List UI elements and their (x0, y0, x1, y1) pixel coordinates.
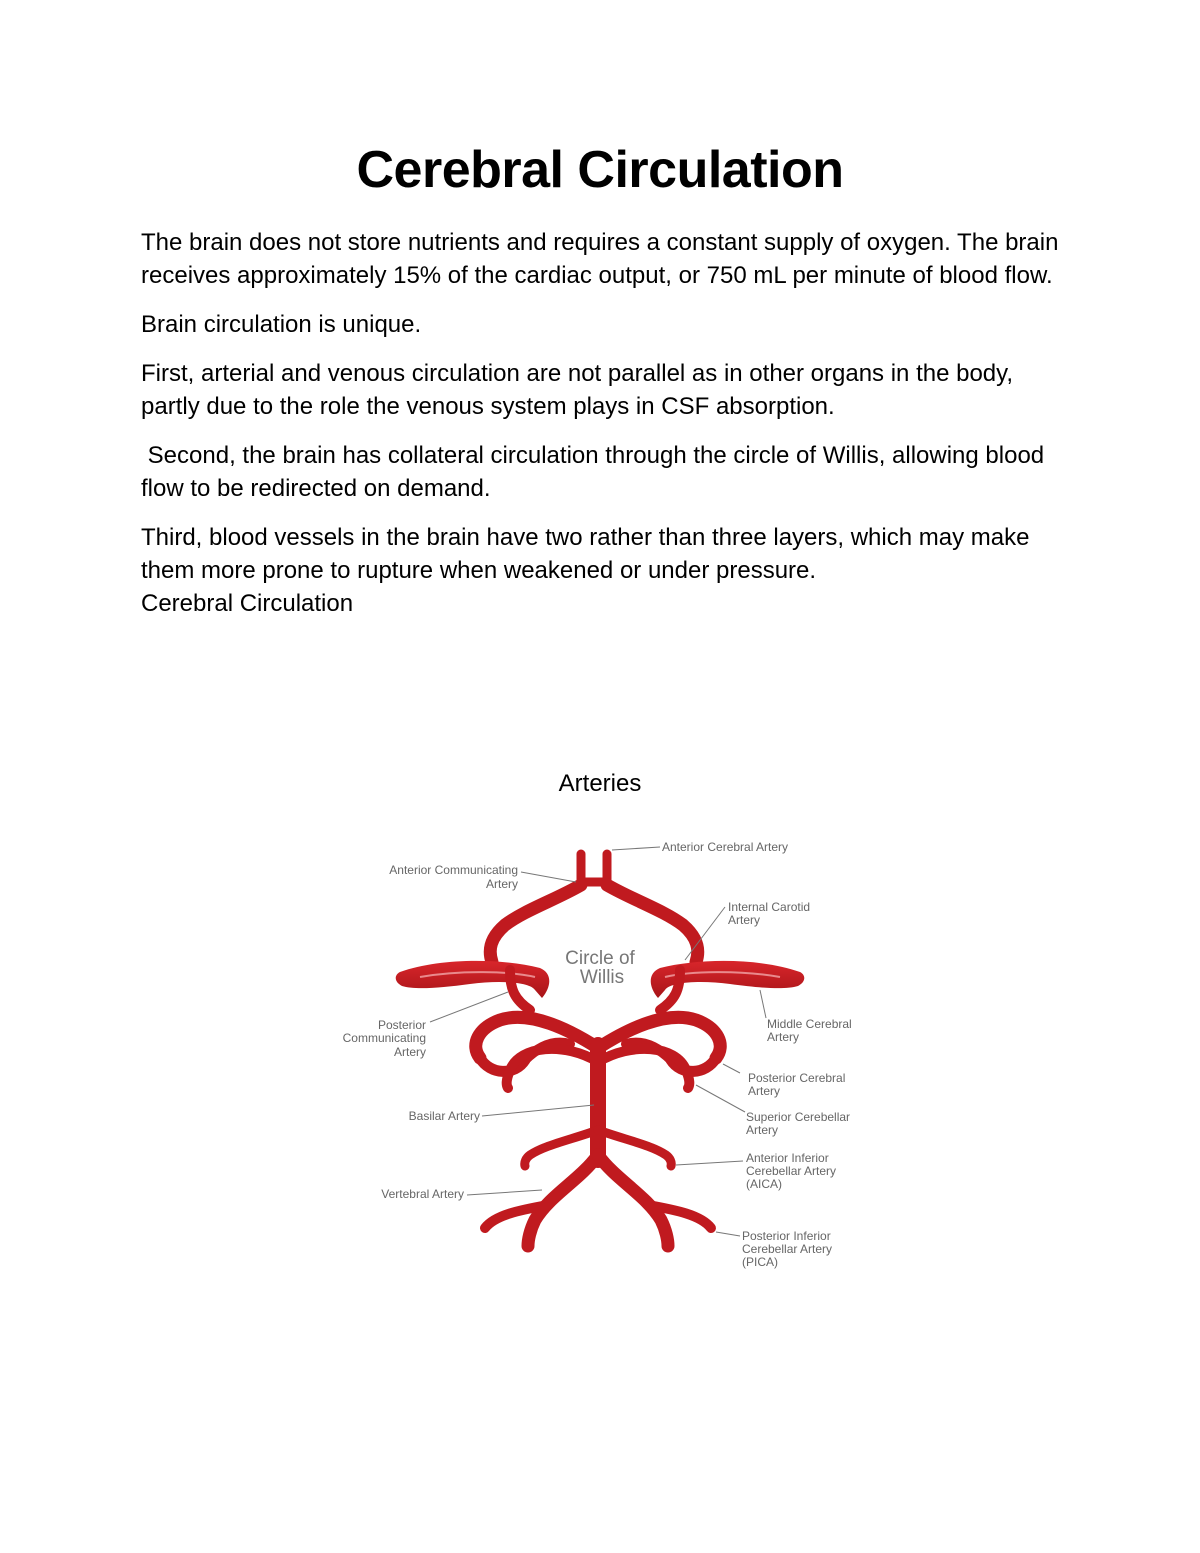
label-basilar: Basilar Artery (408, 1109, 480, 1123)
paragraph-nutrients: The brain does not store nutrients and requires a constant supply of oxygen. The brain receives approximately 15% of the cardiac output, or 750 mL per minute of blood flow. (141, 229, 1059, 289)
label-posterior-communicating-1: Posterior (377, 1018, 426, 1032)
label-vertebral: Vertebral Artery (381, 1187, 464, 1201)
willis-label-line1: Circle of (565, 948, 635, 969)
label-anterior-communicating-1: Anterior Communicating (389, 863, 518, 877)
circle-of-willis-diagram (330, 830, 870, 1270)
arteries-illustration (330, 830, 870, 1270)
label-middle-cerebral-2: Artery (767, 1030, 800, 1044)
label-posterior-communicating-3: Artery (393, 1045, 426, 1059)
willis-label-line2: Willis (579, 967, 625, 988)
label-anterior-cerebral: Anterior Cerebral Artery (662, 840, 789, 854)
label-pica-1: Posterior Inferior (742, 1229, 831, 1243)
trailing-line: Cerebral Circulation (141, 590, 354, 617)
label-posterior-cerebral-1: Posterior Cerebral (748, 1071, 846, 1085)
paragraph-first: First, arterial and venous circulation are not parallel as in other organs in the body, partly due to the role the venous system plays in CSF absorption. (141, 360, 1014, 420)
page-title: Cerebral Circulation (356, 141, 844, 199)
label-pica-3: (PICA) (742, 1255, 778, 1269)
label-pica-2: Cerebellar Artery (742, 1242, 833, 1256)
label-aica-3: (AICA) (746, 1177, 782, 1191)
label-anterior-communicating-2: Artery (485, 877, 518, 891)
label-aica-2: Cerebellar Artery (746, 1164, 837, 1178)
label-posterior-cerebral-2: Artery (748, 1084, 781, 1098)
paragraph-unique: Brain circulation is unique. (141, 311, 422, 338)
paragraph-third (141, 521, 1071, 620)
label-superior-cerebellar-1: Superior Cerebellar (746, 1110, 851, 1124)
paragraph-second: Second, the brain has collateral circulation through the circle of Willis, allowing blood flow to be redirected on demand. (141, 442, 1051, 502)
body-text (141, 226, 1071, 620)
label-middle-cerebral-1: Middle Cerebral (767, 1017, 852, 1031)
label-internal-carotid-1: Internal Carotid (728, 900, 811, 914)
label-posterior-communicating-2: Communicating (342, 1031, 426, 1045)
figure-caption: Arteries (558, 770, 642, 797)
anterior-cerebral-arteries (581, 854, 607, 884)
label-aica-1: Anterior Inferior (746, 1151, 829, 1165)
paragraph-third-text: Third, blood vessels in the brain have two rather than three layers, which may make them more prone to rupture when weakened or under pressure. (141, 524, 1030, 584)
label-superior-cerebellar-2: Artery (746, 1123, 779, 1137)
pica-arteries (485, 1205, 711, 1228)
label-internal-carotid-2: Artery (728, 913, 761, 927)
